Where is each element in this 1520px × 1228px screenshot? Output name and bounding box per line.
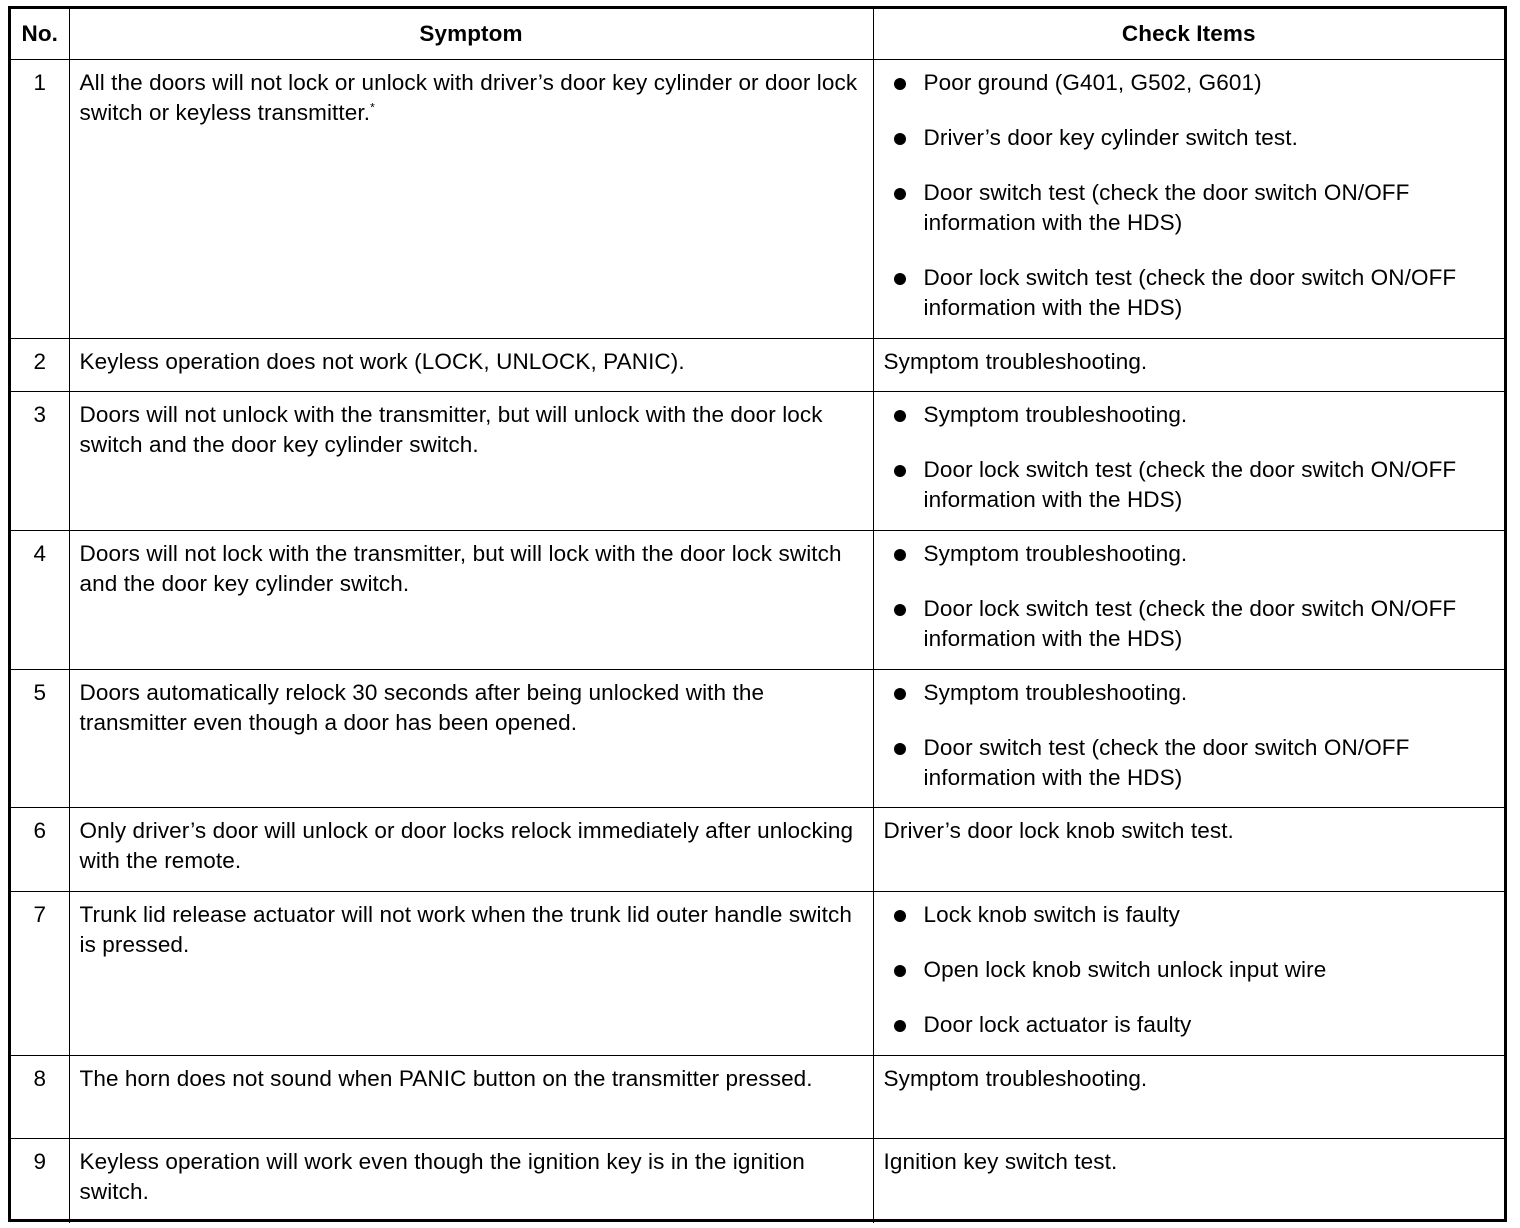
check-item: Door switch test (check the door switch ON/OFF information with the HDS) xyxy=(924,733,1495,793)
symptom-text: Doors will not lock with the transmitter, but will lock with the door lock switch and the door key cylinder switch. xyxy=(69,531,873,670)
symptom-text: Doors automatically relock 30 seconds after being unlocked with the transmitter even though a door has been opened. xyxy=(69,670,873,808)
row-number: 3 xyxy=(11,392,69,531)
table-row xyxy=(11,892,1504,1056)
header-check-items: Check Items xyxy=(873,9,1504,60)
check-item-text: Ignition key switch test. xyxy=(873,1139,1504,1223)
symptom-text: Keyless operation does not work (LOCK, UNLOCK, PANIC). xyxy=(69,339,873,392)
row-number: 7 xyxy=(11,892,69,1056)
check-item-text: Symptom troubleshooting. xyxy=(873,1056,1504,1139)
check-item: Symptom troubleshooting. xyxy=(924,678,1495,708)
check-items-list xyxy=(884,539,1495,654)
check-item-text: Symptom troubleshooting. xyxy=(873,339,1504,392)
check-items-list xyxy=(884,678,1495,793)
check-item: Symptom troubleshooting. xyxy=(924,400,1495,430)
check-item: Symptom troubleshooting. xyxy=(924,539,1495,569)
check-items-cell xyxy=(873,531,1504,670)
check-item: Door lock switch test (check the door switch ON/OFF information with the HDS) xyxy=(924,263,1495,323)
symptom-cell xyxy=(69,60,873,339)
check-item: Driver’s door key cylinder switch test. xyxy=(924,123,1495,153)
symptom-text: All the doors will not lock or unlock with driver’s door key cylinder or door lock switch or keyless transmitter. xyxy=(79,70,858,125)
check-items-list xyxy=(884,400,1495,515)
check-item-text: Driver’s door lock knob switch test. xyxy=(873,808,1504,892)
row-number: 1 xyxy=(11,60,69,339)
table-row xyxy=(11,531,1504,670)
row-number: 2 xyxy=(11,339,69,392)
troubleshooting-table-frame xyxy=(8,6,1507,1222)
table-row xyxy=(11,339,1504,392)
row-number: 8 xyxy=(11,1056,69,1139)
check-items-cell xyxy=(873,60,1504,339)
symptom-text: The horn does not sound when PANIC button on the transmitter pressed. xyxy=(69,1056,873,1139)
check-item: Door lock actuator is faulty xyxy=(924,1010,1495,1040)
check-item: Poor ground (G401, G502, G601) xyxy=(924,68,1495,98)
footnote-mark: * xyxy=(370,100,375,115)
symptom-text: Doors will not unlock with the transmitter, but will unlock with the door lock switch and the door key cylinder switch. xyxy=(69,392,873,531)
row-number: 6 xyxy=(11,808,69,892)
row-number: 9 xyxy=(11,1139,69,1223)
check-items-cell xyxy=(873,670,1504,808)
symptom-text: Only driver’s door will unlock or door locks relock immediately after unlocking with the remote. xyxy=(69,808,873,892)
troubleshooting-table xyxy=(11,9,1504,1223)
check-item: Lock knob switch is faulty xyxy=(924,900,1495,930)
table-row xyxy=(11,1056,1504,1139)
check-item: Open lock knob switch unlock input wire xyxy=(924,955,1495,985)
symptom-text: Trunk lid release actuator will not work when the trunk lid outer handle switch is pressed. xyxy=(69,892,873,1056)
check-item: Door switch test (check the door switch ON/OFF information with the HDS) xyxy=(924,178,1495,238)
table-row xyxy=(11,670,1504,808)
table-row xyxy=(11,392,1504,531)
symptom-text: Keyless operation will work even though the ignition key is in the ignition switch. xyxy=(69,1139,873,1223)
check-item: Door lock switch test (check the door switch ON/OFF information with the HDS) xyxy=(924,455,1495,515)
header-no: No. xyxy=(11,9,69,60)
table-row xyxy=(11,60,1504,339)
check-items-cell xyxy=(873,392,1504,531)
header-symptom: Symptom xyxy=(69,9,873,60)
check-item: Door lock switch test (check the door switch ON/OFF information with the HDS) xyxy=(924,594,1495,654)
check-items-cell xyxy=(873,892,1504,1056)
row-number: 5 xyxy=(11,670,69,808)
check-items-list xyxy=(884,900,1495,1040)
row-number: 4 xyxy=(11,531,69,670)
table-header-row xyxy=(11,9,1504,60)
table-row xyxy=(11,1139,1504,1223)
table-row xyxy=(11,808,1504,892)
check-items-list xyxy=(884,68,1495,323)
